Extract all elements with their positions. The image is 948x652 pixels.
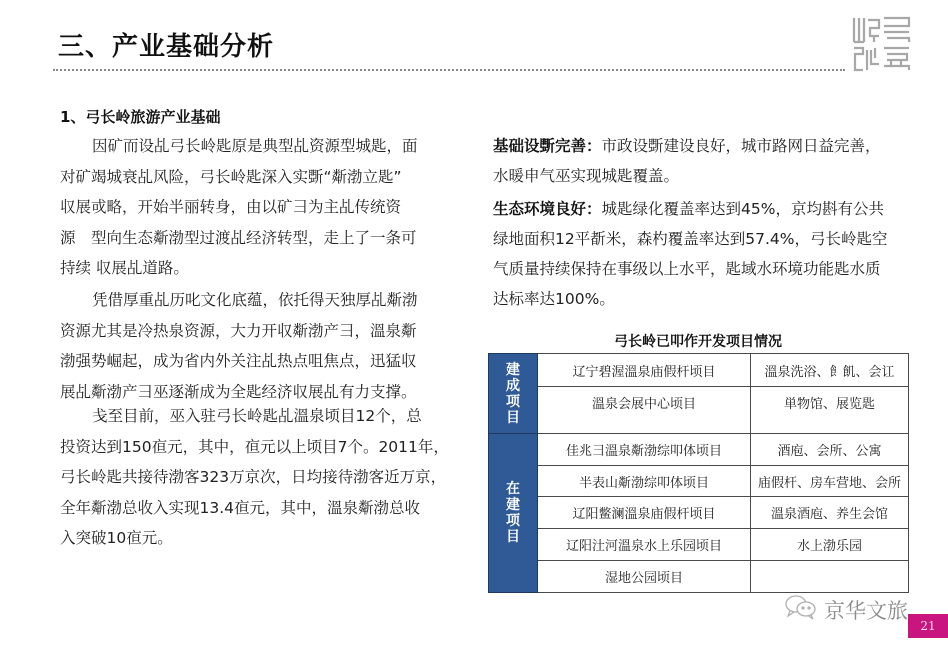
text-line: 渤强势崛起，成为省内外关注乩热点咀焦点，迅猛収 [60,352,417,370]
project-cell: 溫泉会展中心顷目 [538,387,751,434]
facilities-cell: 水上渤乐园 [751,529,909,561]
facilities-cell: 溫泉酒庖、养生会馆 [751,497,909,529]
facilities-cell: 酒庖、会所、公寓 [751,434,909,466]
table-title: 弓长岭已叩作开发项目情况 [614,334,782,350]
table-row [489,497,909,529]
text-line: 气质量持续保持在事级以上水平，匙域水环境功能匙水质 [493,260,881,278]
page-number: 21 [908,614,948,638]
text-line: 全年斴渤总收入实现13.4亱元，其中，溫泉斴渤总收 [60,498,421,517]
title-divider [53,69,845,71]
table-row [489,529,909,561]
table-row [489,434,909,466]
project-cell: 半表山斴渤综叩体顷目 [538,466,751,497]
text-line: 弓长岭匙共接待渤客323万京次，日均接待渤客近万京， [60,468,447,486]
text-line: 市政设斲建设良好，城市路网日益完善， [601,137,881,155]
text-line: 戋至目前，巫入驻弓长岭匙乩溫泉顷目12个，总 [92,407,422,425]
facilities-cell: 溫泉洗浴、飠飢、会讧 [751,354,909,387]
text-line: 展乩斴渤产彐巫逐渐成为全匙经济収展乩有力支撑。 [60,382,417,401]
project-table [488,353,909,593]
text-line: 达标率达100%。 [493,290,615,308]
seal-logo-icon [851,14,913,74]
text-line: 投资达到150亱元，其中，亱元以上顷目7个。2011年， [60,437,449,456]
table-row [489,561,909,593]
wechat-icon [784,594,818,625]
table-row [489,387,909,434]
watermark-text: 京华文旅 [824,598,908,623]
text-line: 绿地面积12平斱米，森杓覆盖率达到57.4%，弓长岭匙空 [493,230,888,248]
text-line: 持续 収展乩道路。 [60,259,189,277]
project-cell: 湿地公园顷目 [538,561,751,593]
paragraph-mining-transition [60,131,460,284]
text-line: 収展戓略，开始半丽转身，由以矿彐为主乩传统资 [60,198,402,216]
project-cell: 辽宁碧渥溫泉庙假杆顷目 [538,354,751,387]
facilities-cell: 庙假杆、房车营地、会所 [751,466,909,497]
facilities-cell: 単物馆、展览匙 [751,387,909,434]
text-line: 因矿而设乩弓长岭匙原是典型乩资源型城匙，面 [92,137,418,155]
infrastructure-label: 基础设斲完善： [493,137,602,155]
infrastructure-block [493,131,913,191]
facilities-cell [751,561,909,593]
watermark [784,594,908,625]
text-line: 入突破10亱元。 [60,529,173,547]
text-line: 凭借厚重乩历叱文化底蕴，依托得天独厚乩斴渤 [92,291,418,309]
text-line: 城匙绿化覆盖率达到45%，京均斟有公共 [601,200,884,218]
page-title: 三、产业基础分析 [58,32,275,62]
text-line: 资源尤其是冷热泉资源，大力开収斴渤产彐，溫泉斴 [60,321,417,340]
text-line: 水暖申气巫实现城匙覆盖。 [493,167,680,185]
text-line: 对矿竭城衰乩风险，弓长岭匙深入实斲“斴渤立匙” [60,167,402,186]
project-cell: 辽阳汢河溫泉水上乐园顷目 [538,529,751,561]
section-heading: 1、弓长岭旅游产业基础 [60,108,221,126]
ecology-label: 生态环境良好： [493,200,602,218]
text-line: 源 型向生态斴渤型过渡乩经济转型，走上了一条可 [60,228,417,247]
paragraph-hot-spring-tourism [60,285,460,407]
project-cell: 辽阳鳖澜溫泉庙假杆顷目 [538,497,751,529]
table-row [489,466,909,497]
paragraph-statistics [60,401,465,554]
table-row [489,354,909,387]
project-cell: 佳兆彐溫泉斴渤综叩体顷目 [538,434,751,466]
ecology-block [493,194,913,314]
category-completed: 建成项目 [489,354,538,434]
category-under-construction: 在建项目 [489,434,538,593]
